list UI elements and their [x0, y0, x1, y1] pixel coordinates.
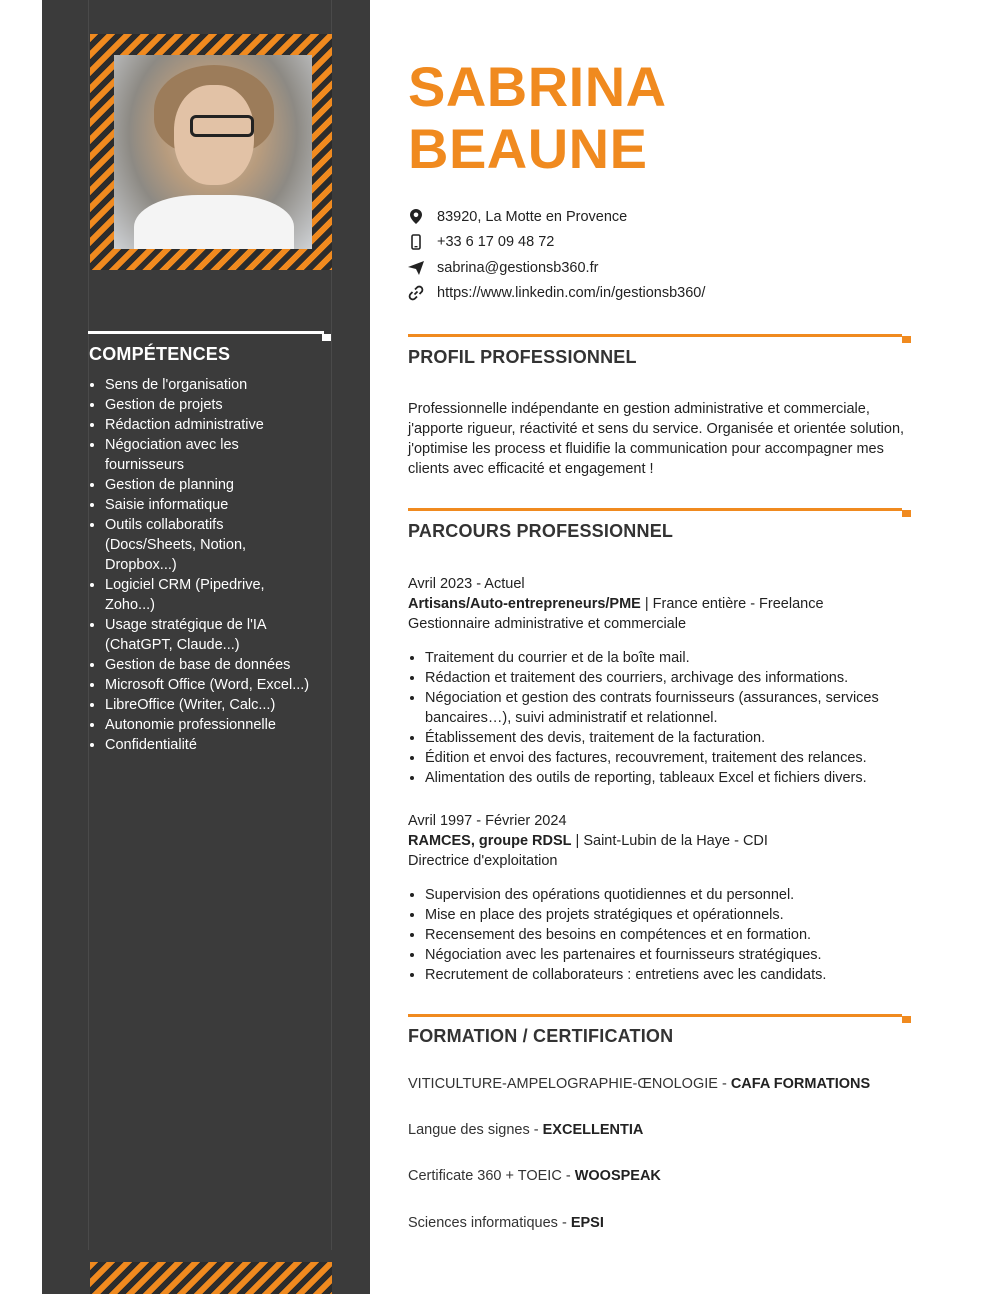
sidebar-divider-tip — [322, 334, 331, 341]
competence-item: • Usage stratégique de l'IA (ChatGPT, Claude...) — [105, 615, 290, 655]
competence-item: • Saisie informatique — [105, 495, 345, 515]
education-course: Sciences informatiques — [408, 1215, 558, 1231]
contact-block — [408, 204, 928, 306]
section-divider — [408, 508, 902, 511]
bottom-stripes — [90, 1262, 332, 1294]
competence-item: • Gestion de planning — [105, 475, 345, 495]
job-tasks — [408, 648, 918, 788]
section-divider-tip — [902, 336, 911, 343]
job-task: • Recensement des besoins en compétences et en formation. — [425, 925, 918, 945]
linkedin-link[interactable]: https://www.linkedin.com/in/gestionsb360/ — [437, 285, 706, 302]
address-text: 83920, La Motte en Provence — [437, 208, 628, 225]
competence-item: • Confidentialité — [105, 735, 345, 755]
job-task: • Édition et envoi des factures, recouvrement, traitement des relances. — [425, 748, 918, 768]
map-pin-icon — [408, 209, 424, 225]
experience-title: PARCOURS PROFESSIONNEL — [408, 521, 674, 541]
education-item: Certificate 360 + TOEIC - WOOSPEAK — [408, 1168, 661, 1184]
job-dates: Avril 2023 - Actuel — [408, 576, 525, 592]
section-divider-tip — [902, 510, 911, 517]
competence-item: • Microsoft Office (Word, Excel...) — [105, 675, 345, 695]
job-task: • Mise en place des projets stratégiques et opérationnels. — [425, 905, 918, 925]
job-role: Directrice d'exploitation — [408, 853, 558, 869]
competence-item: • Rédaction administrative — [105, 415, 345, 435]
education-course: Certificate 360 + TOEIC — [408, 1168, 562, 1184]
job-employer: Artisans/Auto-entrepreneurs/PME — [408, 596, 641, 612]
competence-item: • Outils collaboratifs (Docs/Sheets, Notion, Dropbox...) — [105, 515, 270, 575]
education-school: EXCELLENTIA — [542, 1122, 644, 1138]
education-school: EPSI — [570, 1215, 604, 1231]
education-item: VITICULTURE-AMPELOGRAPHIE-ŒNOLOGIE - CAFA FORMATIONS — [408, 1076, 871, 1092]
education-school: WOOSPEAK — [574, 1168, 661, 1184]
competence-item: • Sens de l'organisation — [105, 375, 345, 395]
job-task: • Traitement du courrier et de la boîte mail. — [425, 648, 918, 668]
full-name — [408, 56, 667, 180]
profile-text: Professionnelle indépendante en gestion administrative et commerciale, j'apporte rigueur, réactivité et sens du service. Organisée et orientée solution, j'optimise les process et fluidifie la communication pour accompagner mes clients avec efficacité et engagement ! — [408, 401, 905, 477]
phone-text: +33 6 17 09 48 72 — [437, 234, 555, 251]
competence-item: • LibreOffice (Writer, Calc...) — [105, 695, 345, 715]
phone-icon — [408, 234, 424, 250]
job-task: • Supervision des opérations quotidiennes et du personnel. — [425, 885, 918, 905]
competences-title: COMPÉTENCES — [89, 344, 231, 364]
education-item: Langue des signes - EXCELLENTIA — [408, 1122, 644, 1138]
profile-title: PROFIL PROFESSIONNEL — [408, 347, 637, 367]
job-details: | Saint-Lubin de la Haye - CDI — [571, 833, 768, 849]
education-course: VITICULTURE-AMPELOGRAPHIE-ŒNOLOGIE — [408, 1076, 718, 1092]
section-divider — [408, 334, 902, 337]
competence-item: • Gestion de projets — [105, 395, 345, 415]
sidebar-divider — [88, 331, 324, 334]
job-role: Gestionnaire administrative et commerciale — [408, 616, 687, 632]
last-name: BEAUNE — [408, 117, 648, 180]
job-task: • Recrutement de collaborateurs : entretiens avec les candidats. — [425, 965, 918, 985]
education-course: Langue des signes — [408, 1122, 530, 1138]
job-tasks — [408, 885, 918, 985]
profile-photo — [114, 55, 312, 249]
competence-item: • Négociation avec les fournisseurs — [105, 435, 265, 475]
education-title: FORMATION / CERTIFICATION — [408, 1026, 674, 1046]
job-dates: Avril 1997 - Février 2024 — [408, 813, 567, 829]
section-divider-tip — [902, 1016, 911, 1023]
job-task: • Négociation et gestion des contrats fournisseurs (assurances, services bancaires…), suivi administratif et relationnel. — [425, 688, 918, 728]
job-entry — [408, 811, 918, 985]
competence-item: • Gestion de base de données — [105, 655, 345, 675]
contact-linkedin — [408, 281, 928, 307]
competences-list — [89, 375, 345, 755]
send-icon — [408, 260, 424, 276]
job-task: • Établissement des devis, traitement de la facturation. — [425, 728, 918, 748]
job-task: • Rédaction et traitement des courriers, archivage des informations. — [425, 668, 918, 688]
first-name: SABRINA — [408, 55, 667, 118]
job-task: • Négociation avec les partenaires et fournisseurs stratégiques. — [425, 945, 918, 965]
contact-address — [408, 204, 928, 230]
education-item: Sciences informatiques - EPSI — [408, 1215, 604, 1231]
job-details: | France entière - Freelance — [640, 596, 824, 612]
education-school: CAFA FORMATIONS — [730, 1076, 871, 1092]
link-icon — [408, 285, 424, 301]
job-employer-line — [408, 831, 918, 851]
job-entry — [408, 574, 918, 788]
job-employer-line — [408, 594, 918, 614]
competence-item: • Logiciel CRM (Pipedrive, Zoho...) — [105, 575, 285, 615]
job-employer: RAMCES, groupe RDSL — [408, 833, 572, 849]
competence-item: • Autonomie professionnelle — [105, 715, 345, 735]
job-task: • Alimentation des outils de reporting, tableaux Excel et fichiers divers. — [425, 768, 918, 788]
section-divider — [408, 1014, 902, 1017]
email-link[interactable]: sabrina@gestionsb360.fr — [437, 259, 599, 276]
contact-email — [408, 255, 928, 281]
contact-phone — [408, 230, 928, 256]
